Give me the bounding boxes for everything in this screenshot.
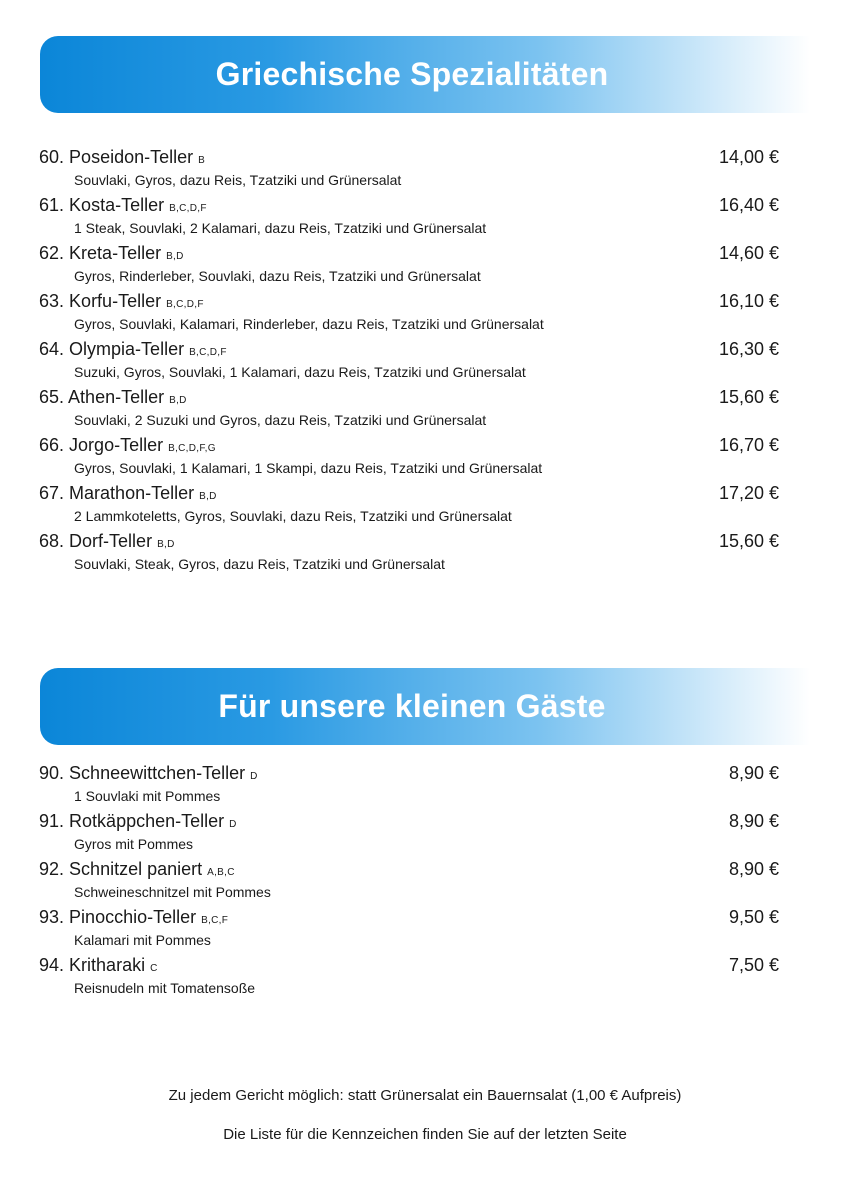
menu-item-number: 63.: [39, 291, 65, 311]
menu-item-description: Reisnudeln mit Tomatensoße: [74, 980, 256, 996]
menu-item-name-line: [39, 810, 237, 836]
menu-item: [39, 762, 779, 810]
menu-item-price: 14,60 €: [718, 243, 779, 263]
menu-item-name: Kreta-Teller: [69, 243, 162, 263]
menu-item-allergens: B,C,D,F: [169, 203, 207, 214]
footer-note-allergen-list: Die Liste für die Kennzeichen finden Sie auf der letzten Seite: [223, 1126, 627, 1143]
menu-item-allergens: B,C,F: [201, 915, 229, 926]
menu-item-price: 17,20 €: [718, 483, 779, 503]
menu-item: [39, 386, 779, 434]
menu-item: [39, 338, 779, 386]
menu-item-name-line: [39, 858, 235, 884]
footer-note-salad-upgrade: Zu jedem Gericht möglich: statt Grünersalat ein Bauernsalat (1,00 € Aufpreis): [168, 1087, 682, 1104]
menu-item-price: 8,90 €: [728, 859, 779, 879]
menu-item-price: 15,60 €: [718, 531, 779, 551]
menu-item-description: 2 Lammkoteletts, Gyros, Souvlaki, dazu Reis, Tzatziki und Grünersalat: [74, 508, 512, 524]
menu-item-description: Kalamari mit Pommes: [74, 932, 211, 948]
menu-item-number: 92.: [39, 859, 65, 879]
menu-item-allergens: B,D: [199, 491, 217, 502]
menu-item-price: 16,10 €: [718, 291, 779, 311]
menu-item-name: Poseidon-Teller: [69, 147, 194, 167]
menu-item: [39, 242, 779, 290]
menu-item: [39, 954, 779, 1002]
menu-item-name: Jorgo-Teller: [69, 435, 164, 455]
menu-item-allergens: B,D: [166, 251, 184, 262]
menu-item-name: Pinocchio-Teller: [69, 907, 197, 927]
menu-item-name-line: [39, 434, 216, 460]
menu-item-name-line: [39, 386, 187, 412]
menu-item-allergens: D: [229, 819, 237, 830]
menu-item-name: Korfu-Teller: [69, 291, 162, 311]
menu-item-description: Souvlaki, Steak, Gyros, dazu Reis, Tzatziki und Grünersalat: [74, 556, 445, 572]
menu-item-number: 62.: [39, 243, 65, 263]
section-header-greek-specialties: [40, 36, 810, 113]
menu-item-name: Rotkäppchen-Teller: [69, 811, 225, 831]
menu-item-name: Marathon-Teller: [69, 483, 195, 503]
menu-item-description: Souvlaki, 2 Suzuki und Gyros, dazu Reis, Tzatziki und Grünersalat: [74, 412, 487, 428]
menu-item: [39, 146, 779, 194]
menu-item-price: 15,60 €: [718, 387, 779, 407]
menu-item-description: 1 Steak, Souvlaki, 2 Kalamari, dazu Reis, Tzatziki und Grünersalat: [74, 220, 487, 236]
menu-item-allergens: B,C,D,F,G: [168, 443, 216, 454]
menu-item: [39, 858, 779, 906]
menu-item-description: Gyros, Rinderleber, Souvlaki, dazu Reis, Tzatziki und Grünersalat: [74, 268, 481, 284]
menu-item-allergens: D: [250, 771, 258, 782]
menu-item-name: Dorf-Teller: [69, 531, 153, 551]
menu-item-name: Athen-Teller: [68, 387, 165, 407]
menu-item-name-line: [39, 906, 228, 932]
menu-list-kids: [39, 762, 779, 1002]
menu-item-number: 65.: [39, 387, 65, 407]
menu-item-allergens: B,D: [157, 539, 175, 550]
section-title: Griechische Spezialitäten: [215, 56, 609, 92]
menu-item-allergens: B: [198, 155, 206, 166]
menu-item: [39, 434, 779, 482]
section-header-kids-menu: [40, 668, 810, 745]
menu-item-description: Souvlaki, Gyros, dazu Reis, Tzatziki und Grünersalat: [74, 172, 402, 188]
menu-item-name: Kosta-Teller: [69, 195, 165, 215]
menu-item: [39, 810, 779, 858]
menu-item-description: Schweineschnitzel mit Pommes: [74, 884, 271, 900]
menu-item-price: 8,90 €: [728, 763, 779, 783]
menu-item: [39, 530, 779, 578]
menu-item-allergens: B,C,D,F: [189, 347, 227, 358]
menu-item-number: 90.: [39, 763, 65, 783]
menu-item-number: 67.: [39, 483, 65, 503]
menu-item-name-line: [39, 146, 205, 172]
menu-item-number: 61.: [39, 195, 65, 215]
menu-item: [39, 194, 779, 242]
menu-item-number: 68.: [39, 531, 65, 551]
menu-item-name-line: [39, 954, 158, 980]
menu-item-number: 91.: [39, 811, 65, 831]
menu-item-price: 16,40 €: [718, 195, 779, 215]
menu-item-price: 8,90 €: [728, 811, 779, 831]
menu-item: [39, 906, 779, 954]
menu-item-name-line: [39, 290, 204, 316]
menu-item-name-line: [39, 194, 207, 220]
section-title: Für unsere kleinen Gäste: [218, 688, 606, 724]
menu-item-name-line: [39, 338, 227, 364]
menu-item-description: Gyros, Souvlaki, 1 Kalamari, 1 Skampi, dazu Reis, Tzatziki und Grünersalat: [74, 460, 543, 476]
menu-item-price: 16,70 €: [718, 435, 779, 455]
menu-item-number: 64.: [39, 339, 65, 359]
menu-item-name: Schnitzel paniert: [69, 859, 203, 879]
menu-item-name: Olympia-Teller: [69, 339, 185, 359]
menu-item: [39, 482, 779, 530]
menu-item-number: 93.: [39, 907, 65, 927]
menu-item-allergens: A,B,C: [207, 867, 235, 878]
menu-item-name-line: [39, 242, 184, 268]
menu-item-name: Schneewittchen-Teller: [69, 763, 246, 783]
menu-item-number: 60.: [39, 147, 65, 167]
menu-item-allergens: B,D: [169, 395, 187, 406]
menu-item-number: 66.: [39, 435, 65, 455]
menu-item-allergens: C: [150, 963, 158, 974]
menu-item-price: 9,50 €: [728, 907, 779, 927]
menu-item-allergens: B,C,D,F: [166, 299, 204, 310]
menu-item-description: Gyros, Souvlaki, Kalamari, Rinderleber, dazu Reis, Tzatziki und Grünersalat: [74, 316, 544, 332]
menu-item-description: Suzuki, Gyros, Souvlaki, 1 Kalamari, dazu Reis, Tzatziki und Grünersalat: [74, 364, 526, 380]
menu-item-name-line: [39, 762, 258, 788]
menu-item-name-line: [39, 482, 217, 508]
menu-item-description: 1 Souvlaki mit Pommes: [74, 788, 221, 804]
menu-item-number: 94.: [39, 955, 65, 975]
menu-item-description: Gyros mit Pommes: [74, 836, 194, 852]
menu-item-name-line: [39, 530, 175, 556]
menu-item: [39, 290, 779, 338]
menu-item-name: Kritharaki: [69, 955, 146, 975]
menu-item-price: 14,00 €: [718, 147, 779, 167]
menu-list-greek-specialties: [39, 146, 779, 578]
menu-item-price: 16,30 €: [718, 339, 779, 359]
menu-item-price: 7,50 €: [728, 955, 779, 975]
